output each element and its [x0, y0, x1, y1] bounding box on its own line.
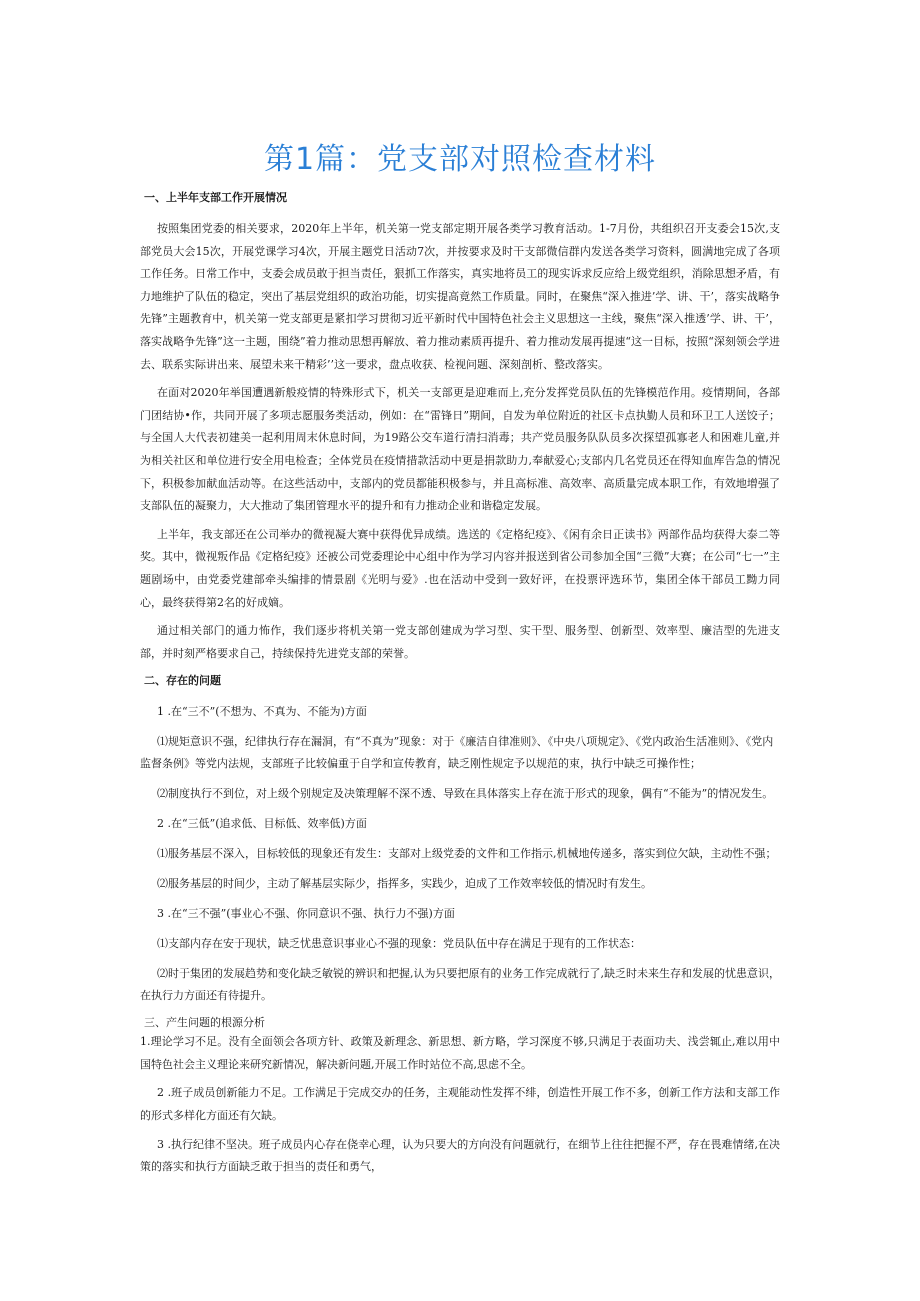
list-item: ⑴服务基层不深入，目标较低的现象还有发生：支部对上级党委的文件和工作指示,机械地传递多，落实到位欠缺，主动性不强； [157, 847, 777, 861]
section-heading-1: 一、上半年支部工作开展情况 [144, 191, 287, 204]
section-heading-3: 三、产生问题的根源分析 [144, 1016, 265, 1030]
section-heading-2: 二、存在的问题 [144, 674, 221, 688]
paragraph: 通过相关部门的通力怖作，我们逐步将机关第一党支部创建成为学习型、实干型、服务型、创新型、效率型、廉洁型的先进支部，并时刻严格要求自己，持续保持先进党支部的荣誉。 [140, 624, 780, 660]
list-item: 1.理论学习不足。没有全面领会各项方针、政策及新理念、新思想、新方略，学习深度不够,只满足于表面功夫、浅尝辄止,难以用中国特色社会主义理论来研究新情况，解决新问题,开展工作时站位不高,思虑不全。 [140, 1035, 780, 1071]
list-item: 2 .班子成员创新能力不足。工作满足于完成交办的任务，主观能动性发挥不绯，创造性开展工作不多，创新工作方法和支部工作的形式多样化方面还有欠缺。 [140, 1086, 780, 1123]
list-item: ⑴支部内存在安于现状，缺乏忧患意识事业心不强的现象：党员队伍中存在满足于现有的工作状态： [157, 937, 641, 951]
list-item: 1 .在“三不”(不想为、不真为、不能为)方面 [157, 705, 367, 719]
list-item: 3 .在“三不强”(事业心不强、你同意识不强、执行力不强)方面 [157, 907, 455, 921]
list-item: ⑵时于集团的发展趋势和变化缺乏敏锐的辨识和把握,认为只要把原有的业务工作完成就行了,缺乏时未来生存和发展的忧患意识，在执行力方面还有待提升。 [140, 967, 780, 1003]
page-title: 第1篇：党支部对照检查材料 [263, 142, 657, 177]
list-item: ⑵服务基层的时间少，主动了解基层实际少，指挥多，实践少，迫成了工作效率较低的情况时有发生。 [157, 877, 652, 891]
paragraph: 在面对2020年举国遭遇新般疫情的特殊形式下，机关一支部更是迎难而上,充分发挥党员队伍的先锋模范作用。疫情期间，各部门团结协•作，共同开展了多项志愿服务类活动，例如：在“雷锋日”期间，自发为单位附近的社区卡点执勤人员和环卫工人送饺子；与全国人大代表初建美一起利用周末休息时间，为19路公交车道行清扫消毒；共产党员服务队队员多次探望孤寡老人和困难儿童,并为相关社区和单位进行安全用电检查；全体党员在疫情措款活动中更是捐款助力,奉献爱心;支部内几名党员还在得知血库告急的情况下，积极参加献血活动等。在这些活动中，支部内的党员都能积极参与，并且高标准、高效率、高质量完成本职工作，有效地增强了支部队伍的凝聚力，大大推动了集团管理水平的提升和有力推动企业和谐稳定发展。 [140, 386, 780, 513]
list-item: 2 .在“三低”(追求低、目标低、效率低)方面 [157, 817, 367, 831]
paragraph: 按照集团党委的相关要求，2020年上半年，机关第一党支部定期开展各类学习教育活动。1-7月份，共组织召开支委会15次,支部党员大会15次，开展党课学习4次，开展主题党日活动7次，并按要求及时干支部微信群内发送各类学习资料，圆满地完成了各项工作任务。日常工作中，支委会成员敢于担当责任，狠抓工作落实，真实地将员工的现实诉求反应给上级党组织，消除思想矛盾，有力地维护了队伍的稳定，突出了基层党组织的政治功能，切实提高竟然工作质量。同时，在聚焦“深入推进’学、讲、干’，落实战略争先锋”主题教育中，机关第一党支部更是紧扣学习贯彻习近平新时代中国特色社会主义思想这一主线，聚焦“深入推透’学、讲、干’，落实战略争先锋”这一主题，围绕”着力推动思想再解放、着力推动素质再提升、着力推动发展再提速“这一目标，按照“深刻领会学进去、联系实际讲出来、展望未来干精彩’’这一要求，盘点收获、检视问题、深刻剖析、整改落实。 [140, 222, 780, 371]
list-item: ⑴规矩意识不强，纪律执行存在漏洞，有“不真为”现象：对于《廉洁自律准则》、《中央八项规定》、《党内政治生活准则》、《党内监督条例》等党内法规，支部班子比较偏重于自学和宣传教育，缺乏刚性规定予以规范的束，执行中缺乏可操作性； [140, 735, 774, 771]
list-item: 3 .执行纪律不坚决。班子成员内心存在侥幸心理，认为只要大的方向没有问题就行，在细节上往往把握不严，存在畏难情绪,在决策的落实和执行方面缺乏敢于担当的责任和勇气， [140, 1137, 780, 1174]
paragraph: 上半年，我支部还在公司举办的微视凝大赛中获得优异成绩。选送的《定格纪疫》、《闲有余日正读书》两部作品均获得大泰二等奖。其中，微视叛作品《定格纪疫》还被公司党委理论中心组中作为学习内容并报送到省公司参加全国“三微”大赛；在公司“七一”主题剧场中，由党委党建部牵头编排的情景剧《光明与爱》.也在活动中受到一致好评，在投票评选环节，集团全体干部员工黝力同心，最终获得第2名的好成嫡。 [140, 527, 780, 609]
document-body [140, 190, 780, 1185]
list-item: ⑵制度执行不到位，对上级个别规定及决策理解不深不透、导致在具体落实上存在流于形式的现象，偶有“不能为”的情况发生。 [157, 787, 774, 801]
